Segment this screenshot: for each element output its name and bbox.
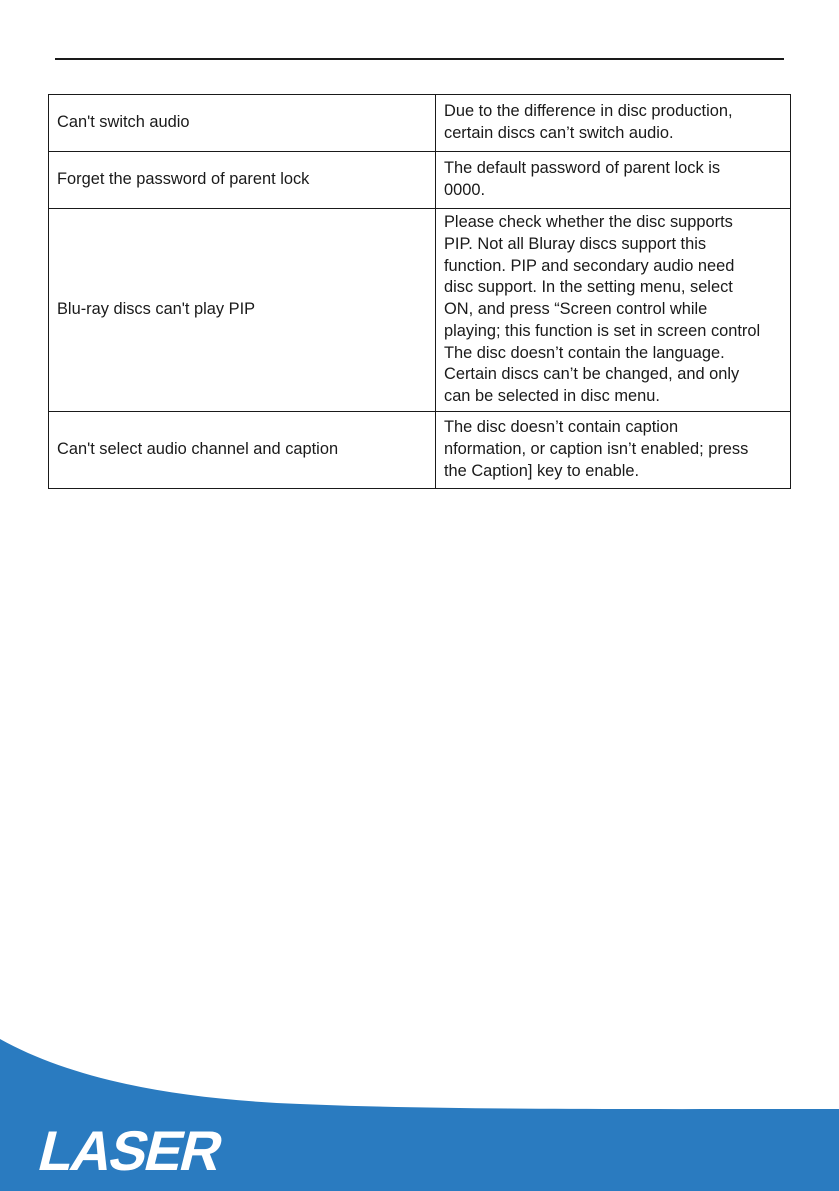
- solution-cell: [436, 95, 791, 152]
- solution-line: playing; this function is set in screen control: [444, 321, 761, 340]
- solution-line: The default password of parent lock is: [444, 159, 721, 178]
- problem-cell: Can't switch audio: [49, 95, 436, 152]
- problem-cell: Forget the password of parent lock: [49, 152, 436, 209]
- solution-line: Please check whether the disc supports: [444, 212, 733, 231]
- problem-cell: Can't select audio channel and caption: [49, 412, 436, 489]
- solution-cell: [436, 152, 791, 209]
- table-row: [49, 95, 791, 152]
- solution-line: ON, and press “Screen control while: [444, 300, 708, 319]
- solution-line: nformation, or caption isn’t enabled; press: [444, 440, 749, 459]
- solution-line: The disc doesn’t contain the language.: [444, 343, 725, 362]
- solution-line: Certain discs can’t be changed, and only: [444, 365, 740, 384]
- table-row: [49, 152, 791, 209]
- problem-cell: Blu-ray discs can't play PIP: [49, 209, 436, 412]
- table-row: [49, 412, 791, 489]
- solution-line: Due to the difference in disc production,: [444, 102, 733, 121]
- header-rule: [55, 58, 784, 60]
- solution-line: certain discs can’t switch audio.: [444, 124, 674, 142]
- solution-line: PIP. Not all Bluray discs support this: [444, 234, 707, 253]
- solution-line: can be selected in disc menu.: [444, 387, 660, 406]
- solution-cell: [436, 209, 791, 412]
- solution-line: The disc doesn’t contain caption: [444, 418, 679, 437]
- troubleshooting-table: [48, 94, 791, 489]
- solution-line: disc support. In the setting menu, select: [444, 278, 733, 297]
- laser-logo: [32, 1120, 228, 1183]
- solution-line: the Caption] key to enable.: [444, 461, 639, 480]
- solution-line: 0000.: [444, 181, 486, 199]
- solution-cell: [436, 412, 791, 489]
- solution-line: function. PIP and secondary audio need: [444, 256, 735, 275]
- table-row: [49, 209, 791, 412]
- logo-wordmark: LASER: [32, 1120, 228, 1183]
